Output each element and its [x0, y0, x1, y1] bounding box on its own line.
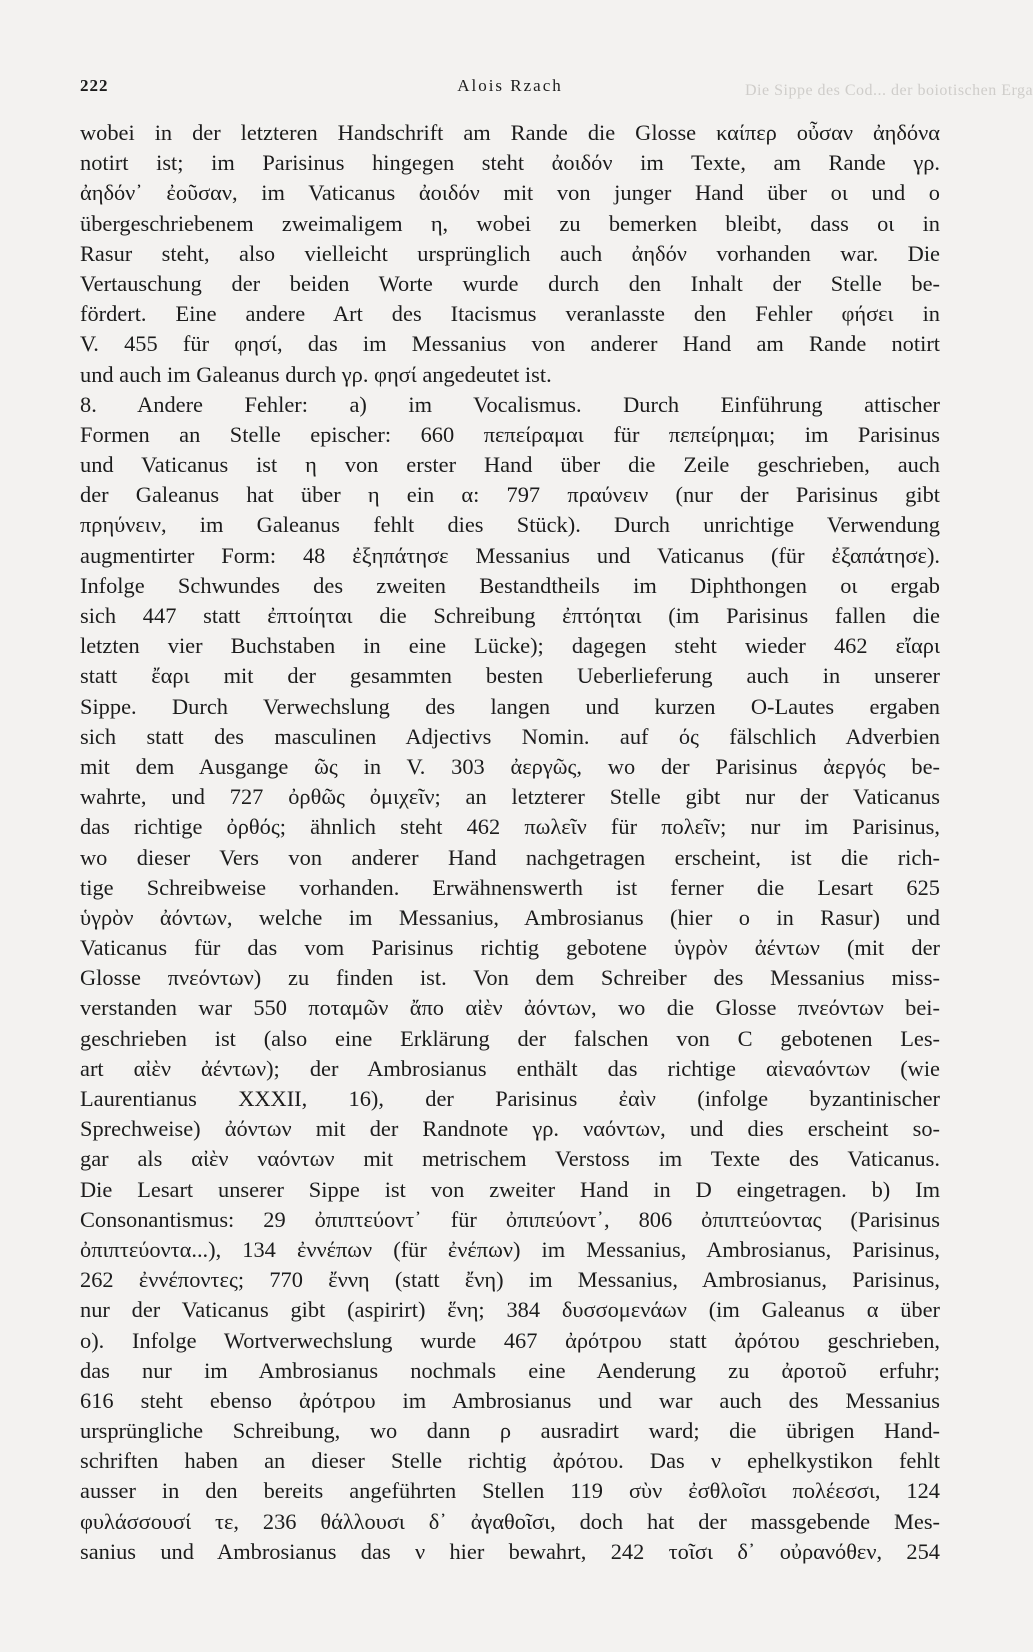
text-line: letzten vier Buchstaben in eine Lücke); dagegen steht wieder 462 εἴαρι [80, 633, 940, 659]
text-line: das richtige ὀρθός; ähnlich steht 462 πωλεῖν für πολεῖν; nur im Parisinus, [80, 814, 940, 840]
text-line: das nur im Ambrosianus nochmals eine Aenderung zu ἀροτοῦ erfuhr; [80, 1357, 940, 1383]
text-line: der Galeanus hat über η ein α: 797 πραύνειν (nur der Parisinus gibt [80, 482, 940, 508]
bleed-through-text: Die Sippe des Cod... der boiotischen Erga [745, 82, 1033, 99]
text-line: art αἰὲν ἀέντων); der Ambrosianus enthält das richtige αἰεναόντων (wie [80, 1055, 940, 1081]
text-line: Formen an Stelle epischer: 660 πεπείραμαι für πεπείρημαι; im Parisinus [80, 421, 940, 447]
text-line: geschrieben ist (also eine Erklärung der falschen von C gebotenen Les- [80, 1025, 940, 1051]
text-line: übergeschriebenem zweimaligem η, wobei zu bemerken bleibt, dass οι in [80, 210, 940, 236]
page-number: 222 [80, 76, 109, 95]
text-line: nur der Vaticanus gibt (aspirirt) ἕνη; 384 δυσσομενάων (im Galeanus α über [80, 1297, 940, 1323]
text-line: fördert. Eine andere Art des Itacismus veranlasste den Fehler φήσει in [80, 301, 940, 327]
text-line: Glosse πνεόντων) zu finden ist. Von dem Schreiber des Messanius miss- [80, 965, 940, 991]
text-line: Vertauschung der beiden Worte wurde durch den Inhalt der Stelle be- [80, 270, 940, 296]
text-line: schriften haben an dieser Stelle richtig ἀρότου. Das ν ephelkystikon fehlt [80, 1448, 940, 1474]
text-line: sanius und Ambrosianus das ν hier bewahrt, 242 τοῖσι δ᾽ οὐρανόθεν, 254 [80, 1538, 940, 1564]
text-line: Rasur steht, also vielleicht ursprünglich auch ἀηδόν vorhanden war. Die [80, 240, 940, 266]
text-line: verstanden war 550 ποταμῶν ἄπο αἰὲν ἀόντων, wo die Glosse πνεόντων bei- [80, 995, 940, 1021]
text-line: und auch im Galeanus durch γρ. φησί angedeutet ist. [80, 361, 552, 387]
text-line: ursprüngliche Schreibung, wo dann ρ ausradirt ward; die übrigen Hand- [80, 1418, 940, 1444]
text-line: notirt ist; im Parisinus hingegen steht ἀοιδόν im Texte, am Rande γρ. [80, 150, 940, 176]
text-line: ὀπιπτεύοντα...), 134 ἐννέπων (für ἐνέπων) im Messanius, Ambrosianus, Parisinus, [80, 1236, 940, 1262]
text-line: und Vaticanus ist η von erster Hand über die Zeile geschrieben, auch [80, 452, 940, 478]
text-line: wobei in der letzteren Handschrift am Rande die Glosse καίπερ οὖσαν ἀηδόνα [80, 120, 940, 145]
text-line: ἀηδόν᾽ ἐοῦσαν, im Vaticanus ἀοιδόν mit von junger Hand über οι und ο [80, 180, 940, 206]
text-line: V. 455 für φησί, das im Messanius von anderer Hand am Rande notirt [80, 331, 940, 357]
text-line: Die Lesart unserer Sippe ist von zweiter Hand in D eingetragen. b) Im [80, 1176, 940, 1202]
text-line: tige Schreibweise vorhanden. Erwähnenswerth ist ferner die Lesart 625 [80, 874, 940, 900]
text-line: Laurentianus XXXII, 16), der Parisinus ἐαὶν (infolge byzantinischer [80, 1086, 940, 1111]
text-line: sich statt des masculinen Adjectivs Nomin. auf ός fälschlich Adverbien [80, 723, 940, 749]
body-text [80, 118, 940, 1567]
text-line: statt ἔαρι mit der gesammten besten Ueberlieferung auch in unserer [80, 663, 940, 689]
text-line: ὑγρὸν ἀόντων, welche im Messanius, Ambrosianus (hier ο in Rasur) und [80, 904, 940, 930]
text-line: Sippe. Durch Verwechslung des langen und kurzen O-Lautes ergaben [80, 693, 940, 719]
text-line: Sprechweise) ἀόντων mit der Randnote γρ. ναόντων, und dies erscheint so- [80, 1116, 940, 1142]
running-title-author: Alois Rzach [457, 76, 563, 95]
text-line: 616 steht ebenso ἀρότρου im Ambrosianus und war auch des Messanius [80, 1387, 940, 1413]
text-line: wo dieser Vers von anderer Hand nachgetragen erscheint, ist die rich- [80, 844, 940, 870]
text-line: ausser in den bereits angeführten Stellen 119 σὺν ἐσθλοῖσι πολέεσσι, 124 [80, 1478, 940, 1504]
text-line: 8. Andere Fehler: a) im Vocalismus. Durch Einführung attischer [80, 391, 940, 417]
text-line: πρηύνειν, im Galeanus fehlt dies Stück). Durch unrichtige Verwendung [80, 512, 940, 538]
text-line: φυλάσσουσί τε, 236 θάλλουσι δ᾽ ἀγαθοῖσι, doch hat der massgebende Mes- [80, 1508, 940, 1534]
text-line: sich 447 statt ἐπτοίηται die Schreibung ἐπτόηται (im Parisinus fallen die [80, 603, 940, 628]
text-line: Infolge Schwundes des zweiten Bestandtheils im Diphthongen οι ergab [80, 572, 940, 598]
text-line: Vaticanus für das vom Parisinus richtig gebotene ὑγρὸν ἀέντων (mit der [80, 935, 940, 961]
text-line: Consonantismus: 29 ὀπιπτεύοντ᾽ für ὀπιπεύοντ᾽, 806 ὀπιπτεύοντας (Parisinus [80, 1206, 940, 1232]
text-line: mit dem Ausgange ῶς in V. 303 ἀεργῶς, wo der Parisinus ἀεργός be- [80, 753, 940, 779]
text-line: augmentirter Form: 48 ἐξηπάτησε Messanius und Vaticanus (für ἐξαπάτησε). [80, 542, 940, 568]
text-line: gar als αἰὲν ναόντων mit metrischem Verstoss im Texte des Vaticanus. [80, 1146, 940, 1172]
text-line: wahrte, und 727 ὀρθῶς ὀμιχεῖν; an letzterer Stelle gibt nur der Vaticanus [80, 784, 940, 810]
text-line: 262 ἐννέποντες; 770 ἔννη (statt ἔνη) im Messanius, Ambrosianus, Parisinus, [80, 1267, 940, 1293]
text-line: ο). Infolge Wortverwechslung wurde 467 ἀρότρου statt ἀρότου geschrieben, [80, 1327, 940, 1353]
